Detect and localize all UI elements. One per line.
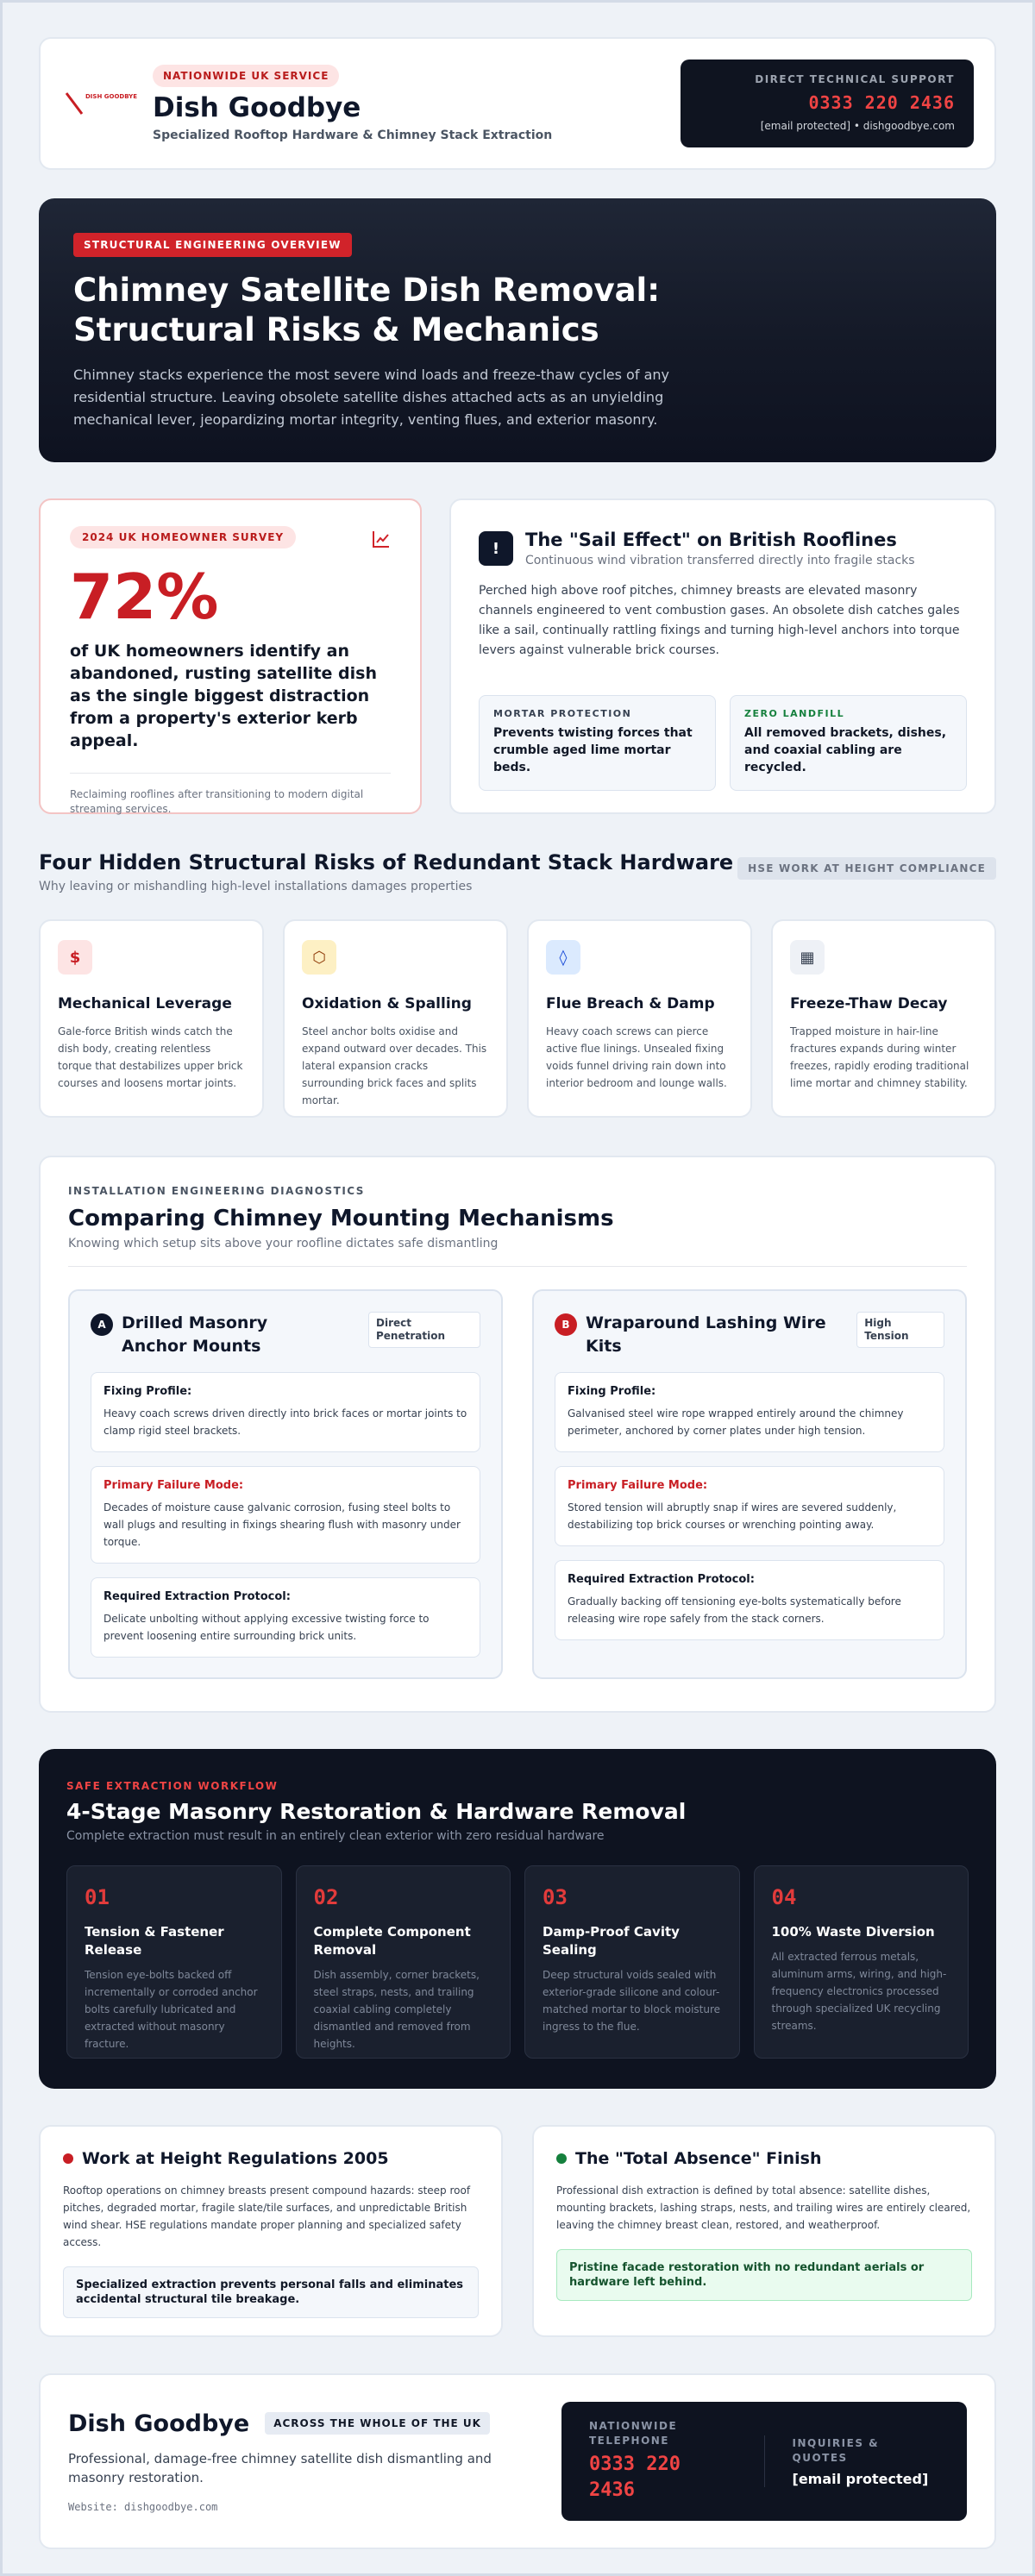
info-text: Decades of moisture cause galvanic corrosion, fusing steel bolts to wall plugs and resulting in fixings shearing flush with masonry under torque.	[104, 1501, 461, 1548]
coverage-badge: ACROSS THE WHOLE OF THE UK	[265, 2412, 490, 2435]
support-panel	[681, 60, 974, 147]
info-text: Heavy coach screws driven directly into brick faces or mortar joints to clamp rigid steel brackets.	[104, 1407, 467, 1437]
footer-phone-link[interactable]: 0333 220 2436	[589, 2454, 681, 2501]
dollar-icon: $	[58, 940, 92, 975]
dish-logo-icon	[61, 86, 138, 121]
workflow-subtitle: Complete extraction must result in an entirely clean exterior with zero residual hardware	[66, 1829, 605, 1843]
hero-title-line-2: Structural Risks & Mechanics	[73, 311, 599, 348]
step-number: 02	[313, 1885, 339, 1909]
step-number: 01	[85, 1885, 110, 1909]
footer-brand-block	[68, 2410, 534, 2513]
risk-card-mechanical-leverage	[39, 919, 264, 1118]
brand-name[interactable]: Dish Goodbye	[153, 92, 361, 123]
info-label: Required Extraction Protocol:	[568, 1573, 755, 1586]
mount-column-lashing-wire	[532, 1289, 967, 1679]
column-tag: Direct Penetration	[368, 1312, 480, 1348]
column-name: Wraparound Lashing Wire Kits	[586, 1313, 826, 1356]
email-block	[793, 2436, 940, 2487]
info-box-fixing-profile	[91, 1372, 480, 1452]
status-dot-icon	[556, 2153, 567, 2164]
workflow-title: 4-Stage Masonry Restoration & Hardware Removal	[66, 1799, 687, 1824]
step-text: Dish assembly, corner brackets, steel straps, nests, and trailing coaxial cabling completely dismantled and removed from heights.	[313, 1969, 480, 2050]
info-label: Required Extraction Protocol:	[104, 1590, 291, 1603]
info-box-failure-mode	[555, 1466, 944, 1546]
risk-card-freeze-thaw	[771, 919, 996, 1118]
benefit-zero-landfill	[730, 695, 967, 791]
footer-brand-name[interactable]: Dish Goodbye	[68, 2410, 250, 2437]
support-label: DIRECT TECHNICAL SUPPORT	[755, 73, 955, 85]
column-letter-badge: B	[555, 1313, 577, 1336]
hero-description: Chimney stacks experience the most severe wind loads and freeze-thaw cycles of any residential structure. Leaving obsolete satellite dishes attached acts as an unyielding mechanical lever, jeopardizing mortar integrity, venting flues, and exterior masonry.	[73, 367, 669, 428]
support-phone-link[interactable]: 0333 220 2436	[808, 92, 955, 113]
regulation-title-row	[556, 2149, 972, 2168]
sail-benefits	[479, 695, 967, 791]
regulation-text: Rooftop operations on chimney breasts present compound hazards: steep roof pitches, degraded mortar, fragile slate/tile surfaces, and unpredictable British wind shear. HSE regulations mandate proper planning and specialized safety access.	[63, 2184, 471, 2248]
mount-column-drilled-anchor	[68, 1289, 503, 1679]
survey-stat-card	[39, 498, 422, 814]
footer-website-link[interactable]: Website: dishgoodbye.com	[68, 2500, 218, 2513]
risk-text: Steel anchor bolts oxidise and expand outward over decades. This lateral expansion cracks surrounding brick faces and splits mortar.	[302, 1025, 487, 1106]
sail-effect-card	[449, 498, 996, 814]
footer-email-link[interactable]: [email protected]	[792, 2470, 929, 2487]
compare-subtitle: Knowing which setup sits above your roofline dictates safe dismantling	[68, 1237, 499, 1250]
risk-title: Oxidation & Spalling	[302, 995, 472, 1012]
brand-tagline: Specialized Rooftop Hardware & Chimney Stack Extraction	[153, 128, 553, 142]
logo[interactable]	[61, 86, 138, 121]
step-title: Damp-Proof Cavity Sealing	[543, 1924, 680, 1958]
alert-icon: !	[479, 531, 513, 566]
support-contact-link[interactable]: [email protected] • dishgoodbye.com	[760, 120, 955, 132]
info-box-fixing-profile	[555, 1372, 944, 1452]
regulation-title: The "Total Absence" Finish	[575, 2149, 822, 2168]
sail-subtitle: Continuous wind vibration transferred directly into fragile stacks	[525, 554, 915, 567]
column-tag: High Tension	[856, 1312, 944, 1348]
info-box-extraction-protocol	[555, 1560, 944, 1640]
workflow-step	[296, 1865, 511, 2059]
regulation-card-total-absence	[532, 2125, 996, 2337]
sail-description: Perched high above roof pitches, chimney breasts are elevated masonry channels engineered to vent combustion gases. An obsolete dish catches gales like a sail, continually rattling fixings and turning high-level anchors into torque levers against vulnerable brick courses.	[479, 584, 960, 657]
site-footer	[39, 2373, 996, 2549]
stat-footnote: Reclaiming rooflines after transitioning to modern digital streaming services.	[70, 773, 391, 817]
regulations-row	[39, 2125, 996, 2337]
svg-text:DISH GOODBYE: DISH GOODBYE	[85, 93, 138, 100]
stat-value: 72%	[70, 561, 219, 633]
regulation-highlight: Specialized extraction prevents personal falls and eliminates accidental structural tile breakage.	[63, 2266, 479, 2318]
hero-title	[73, 271, 962, 350]
extraction-workflow	[39, 1749, 996, 2089]
step-title: 100% Waste Diversion	[771, 1924, 935, 1940]
info-text: Galvanised steel wire rope wrapped entirely around the chimney perimeter, anchored by corner plates under high tension.	[568, 1407, 904, 1437]
info-label: Fixing Profile:	[104, 1385, 192, 1398]
footer-contact-panel	[561, 2402, 967, 2521]
sail-title: The "Sail Effect" on British Rooflines	[525, 530, 897, 550]
info-label: Fixing Profile:	[568, 1385, 656, 1398]
step-text: Deep structural voids sealed with exterior-grade silicone and colour-matched mortar to block moisture ingress to the flue.	[543, 1969, 721, 2033]
divider	[68, 1266, 967, 1267]
droplet-icon: ◊	[546, 940, 580, 975]
footer-brand-row	[68, 2410, 534, 2437]
regulation-title-row	[63, 2149, 479, 2168]
regulation-text: Professional dish extraction is defined by total absence: satellite dishes, mounting brackets, lashing straps, nests, and trailing wires are entirely cleared, leaving the chimney breast clean, restored, and weatherproof.	[556, 2184, 971, 2231]
regulation-title: Work at Height Regulations 2005	[82, 2149, 389, 2168]
risks-title: Four Hidden Structural Risks of Redundant Stack Hardware	[39, 850, 734, 874]
hero-section	[39, 198, 996, 462]
mounting-comparison	[39, 1156, 996, 1713]
calendar-icon: ▦	[790, 940, 825, 975]
info-text: Stored tension will abruptly snap if wires are severed suddenly, destabilizing top brick courses or wrenching pointing away.	[568, 1501, 897, 1531]
divider	[764, 2435, 765, 2487]
hero-title-line-1: Chimney Satellite Dish Removal:	[73, 272, 661, 309]
benefit-mortar-protection	[479, 695, 716, 791]
phone-block	[589, 2419, 737, 2504]
survey-badge: 2024 UK HOMEOWNER SURVEY	[70, 526, 296, 548]
service-badge: NATIONWIDE UK SERVICE	[153, 65, 339, 87]
risk-text: Trapped moisture in hair-line fractures expands during winter freezes, rapidly eroding traditional lime mortar and chimney stability.	[790, 1025, 969, 1089]
workflow-step	[66, 1865, 282, 2059]
site-header	[39, 37, 996, 170]
risk-text: Gale-force British winds catch the dish body, creating relentless torque that destabilizes upper brick courses and loosens mortar joints.	[58, 1025, 243, 1089]
info-box-extraction-protocol	[91, 1577, 480, 1658]
workflow-step	[754, 1865, 969, 2059]
info-text: Gradually backing off tensioning eye-bolts systematically before releasing wire rope safely from the stack corners.	[568, 1595, 901, 1625]
info-text: Delicate unbolting without applying excessive twisting force to prevent loosening entire surrounding brick units.	[104, 1613, 430, 1642]
info-label: Primary Failure Mode:	[568, 1479, 708, 1492]
hero-badge: STRUCTURAL ENGINEERING OVERVIEW	[73, 233, 352, 257]
workflow-step	[524, 1865, 740, 2059]
step-number: 04	[771, 1885, 797, 1909]
regulation-highlight: Pristine facade restoration with no redundant aerials or hardware left behind.	[556, 2249, 972, 2301]
step-text: All extracted ferrous metals, aluminum arms, wiring, and high-frequency electronics processed through specialized UK recycling streams.	[771, 1951, 947, 2032]
phone-label: NATIONWIDE TELEPHONE	[589, 2420, 678, 2447]
footer-description: Professional, damage-free chimney satellite dish dismantling and masonry restoration.	[68, 2450, 492, 2485]
risk-card-oxidation	[283, 919, 508, 1118]
risk-text: Heavy coach screws can pierce active flue linings. Unsealed fixing voids funnel driving rain down into interior bedroom and lounge walls.	[546, 1025, 727, 1089]
benefit-label: ZERO LANDFILL	[744, 708, 845, 719]
info-label: Primary Failure Mode:	[104, 1479, 244, 1492]
risk-title: Mechanical Leverage	[58, 995, 232, 1012]
compare-title: Comparing Chimney Mounting Mechanisms	[68, 1206, 614, 1232]
risks-subtitle: Why leaving or mishandling high-level installations damages properties	[39, 880, 473, 893]
brand-block	[61, 65, 552, 142]
column-header	[91, 1312, 480, 1358]
risk-title: Flue Breach & Damp	[546, 995, 715, 1012]
column-letter-badge: A	[91, 1313, 113, 1336]
workflow-steps	[66, 1865, 969, 2059]
hexagon-icon: ⬡	[302, 940, 336, 975]
column-name: Drilled Masonry Anchor Mounts	[122, 1313, 268, 1356]
status-dot-icon	[63, 2153, 73, 2164]
benefit-text: Prevents twisting forces that crumble aged lime mortar beds.	[493, 726, 693, 774]
stat-description: of UK homeowners identify an abandoned, rusting satellite dish as the single biggest distraction from a property's exterior kerb appeal.	[70, 642, 377, 750]
step-number: 03	[543, 1885, 568, 1909]
step-title: Complete Component Removal	[313, 1924, 471, 1958]
benefit-label: MORTAR PROTECTION	[493, 708, 632, 719]
email-label: INQUIRIES & QUOTES	[792, 2436, 880, 2464]
compare-eyebrow: INSTALLATION ENGINEERING DIAGNOSTICS	[68, 1185, 365, 1197]
benefit-text: All removed brackets, dishes, and coaxial cabling are recycled.	[744, 726, 947, 774]
risk-card-flue-breach	[527, 919, 752, 1118]
brand-text	[153, 65, 552, 142]
column-header	[555, 1312, 944, 1358]
sail-header	[479, 530, 967, 567]
workflow-eyebrow: SAFE EXTRACTION WORKFLOW	[66, 1780, 279, 1792]
risks-header	[39, 850, 996, 893]
mounting-columns	[68, 1289, 967, 1679]
hse-compliance-badge: HSE WORK AT HEIGHT COMPLIANCE	[737, 857, 996, 880]
step-text: Tension eye-bolts backed off incrementally or corroded anchor bolts carefully lubricated and extracted without masonry fracture.	[85, 1969, 258, 2050]
info-box-failure-mode	[91, 1466, 480, 1564]
chart-icon	[372, 530, 391, 552]
risk-cards	[39, 919, 996, 1118]
step-title: Tension & Fastener Release	[85, 1924, 224, 1958]
regulation-card-work-at-height	[39, 2125, 503, 2337]
risk-title: Freeze-Thaw Decay	[790, 995, 948, 1012]
stat-row	[39, 498, 996, 814]
